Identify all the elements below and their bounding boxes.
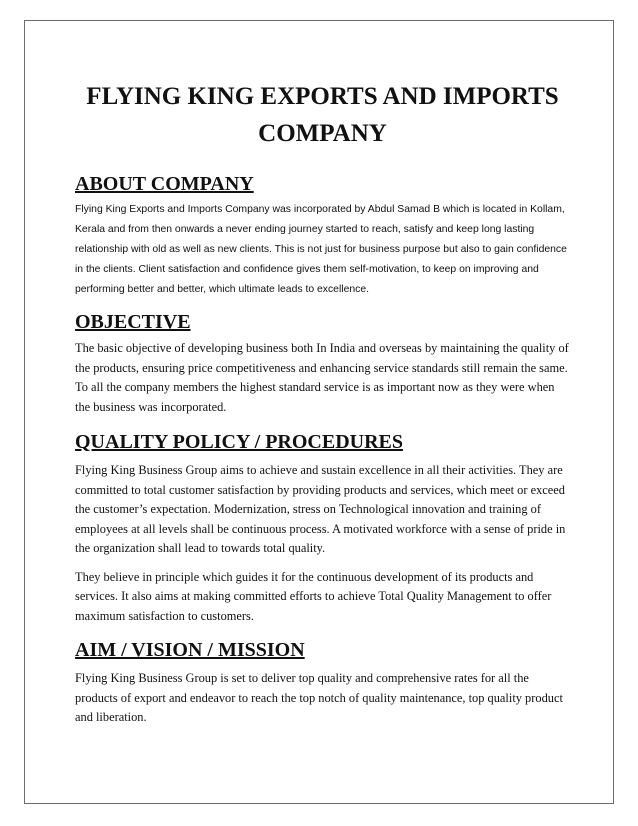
section-heading-quality: QUALITY POLICY / PROCEDURES <box>75 431 403 453</box>
document-body <box>75 78 570 728</box>
section-heading-aim: AIM / VISION / MISSION <box>75 639 305 661</box>
about-paragraph: Flying King Exports and Imports Company was incorporated by Abdul Samad B which is located in Kollam, Kerala and from then onwards a never ending journey started to reach, satisfy and keep long lasting relationship with old as well as new clients. This is not just for business purpose but also to gain confidence in the clients. Client satisfaction and confidence gives them self-motivation, to keep on improving and performing better and better, which ultimate leads to excellence. <box>75 204 567 295</box>
quality-paragraph-2: They believe in principle which guides it for the continuous development of its products and services. It also aims at making committed efforts to achieve Total Quality Management to offer maximum satisfaction to customers. <box>75 569 552 623</box>
document-title: FLYING KING EXPORTS AND IMPORTS COMPANY <box>86 83 559 147</box>
objective-paragraph: The basic objective of developing business both In India and overseas by maintaining the quality of the products, ensuring price competitiveness and enhancing service standards still remain the same. To all the company members the highest standard service is as important now as they were when the business was incorporated. <box>75 341 569 414</box>
quality-paragraph-1: Flying King Business Group aims to achieve and sustain excellence in all their activities. They are committed to total customer satisfaction by providing products and services, which meet or exceed the customer’s expectation. Modernization, stress on Technological innovation and training of employees at all levels shall be continuous process. A motivated workforce with a sense of pride in the organization shall lead to towards total quality. <box>75 463 566 555</box>
aim-paragraph: Flying King Business Group is set to deliver top quality and comprehensive rates for all the products of export and endeavor to reach the top notch of quality maintenance, top quality product and liberation. <box>75 671 563 724</box>
section-heading-about: ABOUT COMPANY <box>75 173 254 195</box>
section-heading-objective: OBJECTIVE <box>75 311 191 333</box>
